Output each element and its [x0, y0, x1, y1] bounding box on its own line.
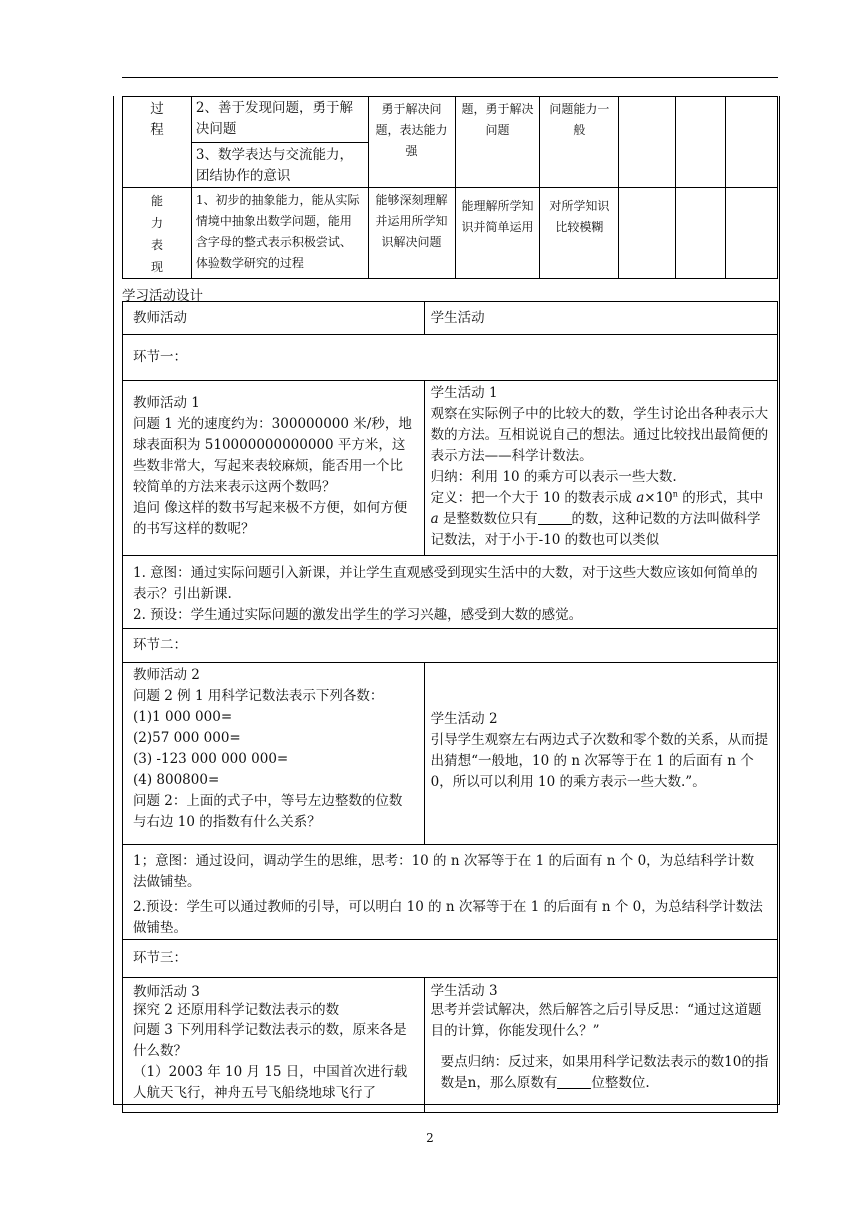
stage2-notes	[123, 845, 778, 940]
row-label-process: 过 程	[123, 97, 192, 188]
fill-blank	[557, 1074, 591, 1089]
stage2-item-2: (2)57 000 000=	[133, 730, 241, 746]
section-title: 学习活动设计	[122, 288, 203, 304]
stage1-teacher-title: 教师活动 1	[133, 395, 200, 411]
stage3-student-think: 思考并尝试解决，然后解答之后引导反思：“通过这道题目的计算，你能发现什么？”	[430, 1002, 762, 1039]
stage2-title: 环节二：	[123, 629, 778, 663]
ability-item: 1、初步的抽象能力，能从实际情境中抽象出数学问题，能用含字母的整式表示积极尝试、体验数学研究的过程	[191, 188, 368, 279]
stage1-student-summary: 归纳：利用 10 的乘方可以表示一些大数.	[430, 469, 677, 485]
stage3-student-summary: 要点归纳：反过来，如果用科学记数法表示的数10的指数是n，那么原数有 位整数位.	[440, 1054, 769, 1091]
stage3-teacher	[123, 978, 425, 1113]
stage2-teacher	[123, 663, 425, 845]
ability-level-excellent: 能够深刻理解并运用所学知识解决问题	[368, 188, 455, 279]
stage2-question: 问题 2 例 1 用科学记数法表示下列各数：	[133, 688, 384, 704]
stage3-item-1: （1）2003 年 10 月 15 日，中国首次进行载人航天飞行，神舟五号飞船绕地球飞行了	[133, 1064, 408, 1101]
header-student: 学生活动	[424, 302, 777, 335]
page-number: 2	[426, 1131, 434, 1145]
stage1-teacher	[123, 381, 425, 556]
stage1-student-definition: 定义：把一个大于 10 的数表示成 $a\times 10^n$ 的形式，其中 a 是整数数位只有 的数，这种记数的方法叫做科学记数法，对于小于-10 的数也可以类似	[430, 489, 764, 548]
process-item-3: 3、数学表达与交流能力，团结协作的意识	[195, 147, 353, 184]
process-item-2: 2、善于发现问题，勇于解决问题	[192, 97, 368, 143]
stage1-student-observe: 观察在实际例子中的比较大的数，学生讨论出各种表示大数的方法。互相说说自己的想法。通过比较找出最简便的表示方法——科学计数法。	[430, 406, 769, 464]
level-excellent: 勇于解决问题，表达能力强	[368, 97, 455, 188]
stage1-student	[424, 381, 777, 556]
level-fair: 问题能力一般	[540, 97, 619, 188]
stage2-intent: 1；意图：通过设问，调动学生的思维，思考：10 的 n 次幂等于在 1 的后面有 n 个 0，为总结科学计数法做铺垫。	[133, 853, 755, 890]
level-good: 题，勇于解决问题	[455, 97, 540, 188]
stage3-title: 环节三：	[123, 940, 778, 978]
stage2-item-1: (1)1 000 000=	[133, 709, 233, 725]
stage2-student-text: 引导学生观察左右两边式子次数和零个数的关系，从而提出猜想“一般地，10 的 n 次幂等于在 1 的后面有 n 个 0，所以可以利用 10 的乘方表示一些大数.”。	[430, 732, 769, 790]
stage3-student	[424, 978, 777, 1113]
ability-level-fair: 对所学知识比较模糊	[540, 188, 619, 279]
stage3-student-title: 学生活动 3	[430, 983, 498, 999]
stage2-preset: 2.预设：学生可以通过教师的引导，可以明白 10 的 n 次幂等于在 1 的后面有 n 个 0，为总结科学计数法做铺垫。	[133, 899, 763, 936]
header-teacher: 教师活动	[123, 302, 425, 335]
activity-table	[122, 301, 778, 1113]
stage1-intent: 1. 意图：通过实际问题引入新课，并让学生直观感受到现实生活中的大数，对于这些大数应该如何简单的表示？引出新课.	[133, 565, 758, 602]
stage2-item-4: (4) 800800=	[133, 772, 220, 788]
header-rule	[122, 77, 778, 78]
stage1-student-title: 学生活动 1	[430, 385, 498, 401]
stage1-question1: 问题 1 光的速度约为：300000000 米/秒，地球表面积为 510000000000000 平方米，这些数非常大，写起来表较麻烦，能否用一个比较简单的方法来表示这两个数吗？	[133, 416, 412, 495]
stage2-item-3: (3) -123 000 000 000=	[133, 751, 289, 767]
stage1-followup: 追问 像这样的数书写起来极不方便，如何方便的书写这样的数呢？	[133, 500, 408, 537]
stage1-notes	[123, 556, 778, 629]
stage1-preset: 2. 预设：学生通过实际问题的激发出学生的学习兴趣，感受到大数的感觉。	[133, 607, 583, 623]
stage3-teacher-title: 教师活动 3	[133, 984, 200, 1000]
stage3-explore: 探究 2 还原用科学记数法表示的数	[133, 1002, 340, 1018]
ability-level-good: 能理解所学知识并简单运用	[455, 188, 540, 279]
stage2-question-followup: 问题 2：上面的式子中，等号左边整数的位数与右边 10 的指数有什么关系？	[133, 793, 403, 830]
stage2-student	[424, 663, 777, 845]
stage3-question: 问题 3 下列用科学记数法表示的数，原来各是什么数？	[133, 1022, 407, 1059]
stage2-student-title: 学生活动 2	[430, 711, 498, 727]
fill-blank	[538, 510, 572, 525]
stage2-teacher-title: 教师活动 2	[133, 667, 200, 683]
row-label-ability: 能 力 表 现	[123, 188, 192, 279]
stage1-title: 环节一：	[123, 335, 778, 381]
